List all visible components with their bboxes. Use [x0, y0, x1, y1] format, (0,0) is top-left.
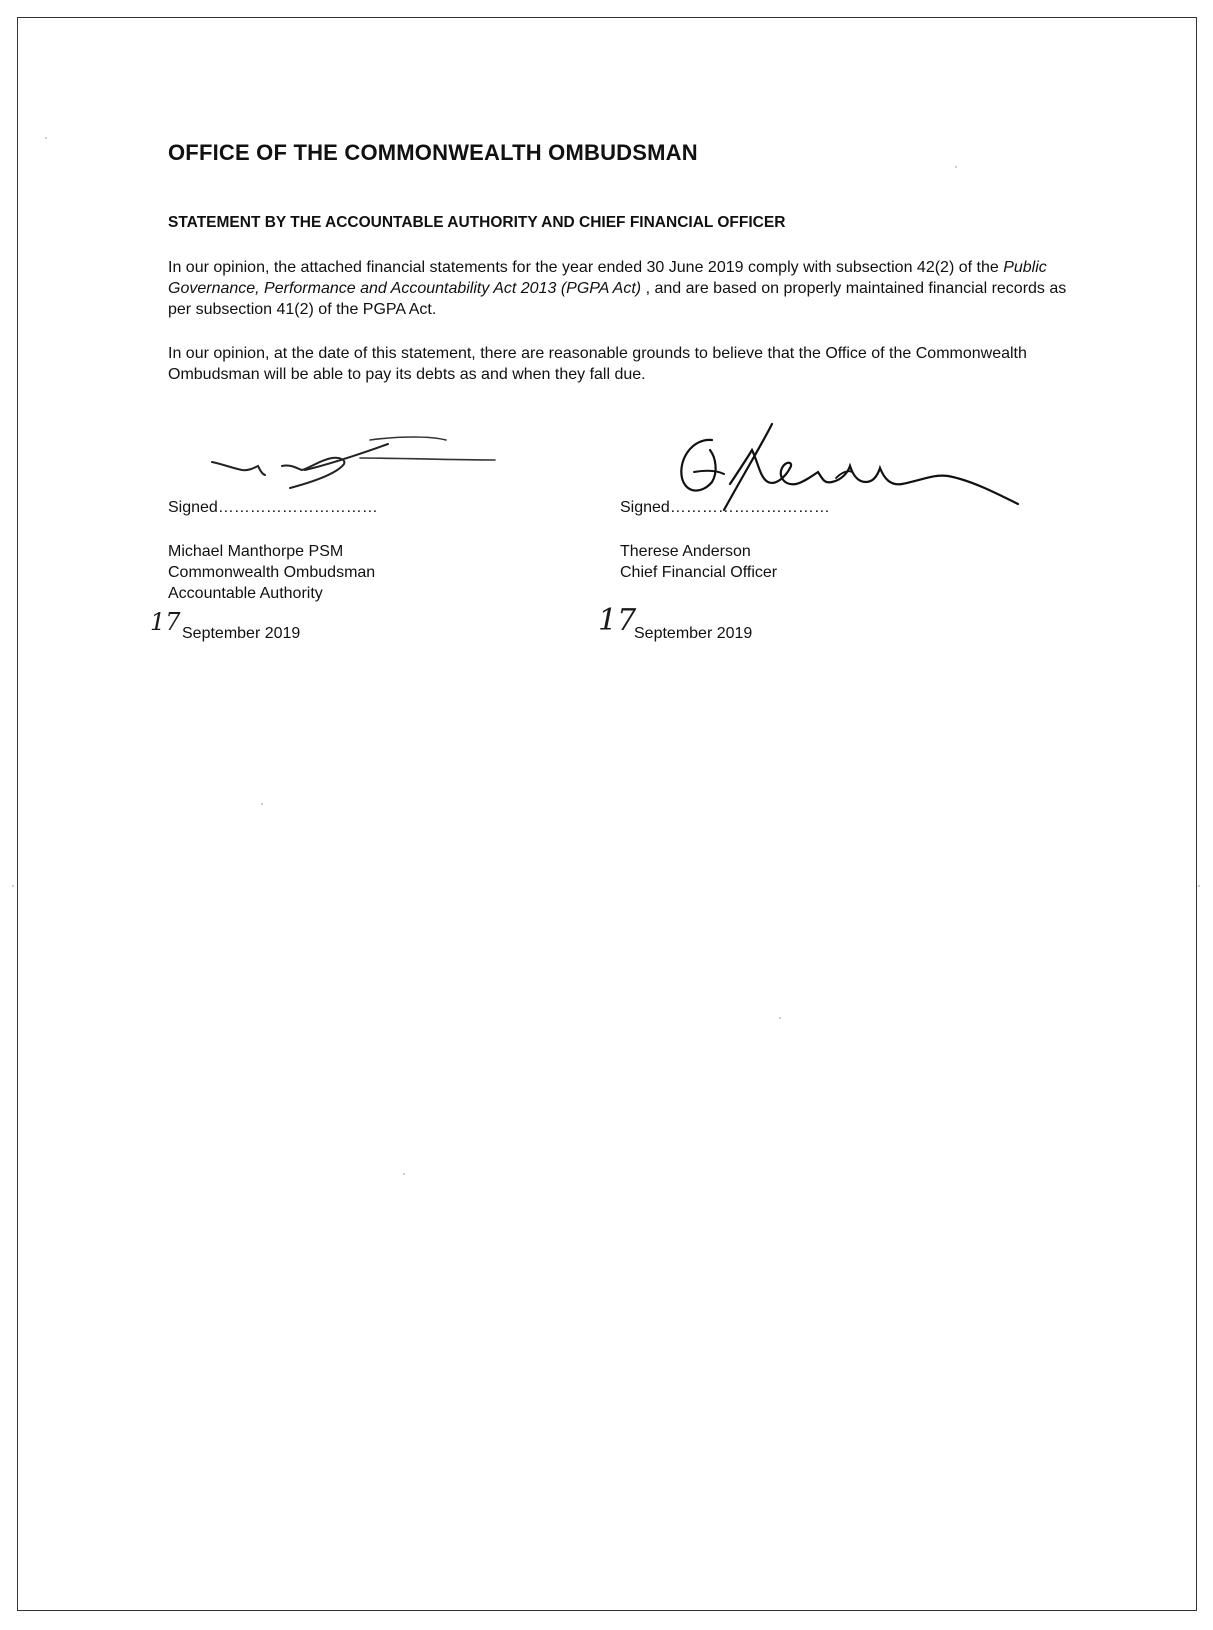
handwritten-day: 17	[150, 608, 181, 636]
signed-line	[620, 499, 830, 517]
scan-speck	[45, 137, 47, 139]
opinion-paragraph-solvency: In our opinion, at the date of this statement, there are reasonable grounds to believe that the Office of the Commonwealth Ombudsman will be able to pay its debts as and when they fall due.	[168, 345, 1027, 383]
signatory-role: Accountable Authority	[168, 585, 323, 602]
signature-dots: …………………………	[217, 499, 378, 516]
signatory-title: Chief Financial Officer	[620, 564, 778, 581]
office-title: OFFICE OF THE COMMONWEALTH OMBUDSMAN	[168, 140, 698, 165]
signed-label: Signed	[620, 499, 670, 516]
act-name: Public Governance, Performance and Accountability Act 2013 (PGPA Act)	[168, 259, 1047, 297]
scan-speck	[779, 1017, 781, 1019]
signatory-details	[168, 541, 375, 604]
signatory-details	[620, 541, 777, 583]
opinion-paragraph-compliance	[168, 257, 1073, 320]
scan-speck	[403, 1173, 405, 1175]
signed-line	[168, 499, 378, 517]
signature-dots: …………………………	[669, 499, 830, 516]
scan-speck	[1198, 885, 1200, 887]
handwritten-day: 17	[598, 603, 637, 638]
document-body	[168, 140, 1068, 383]
scan-speck	[955, 166, 957, 168]
paragraph-text: , and are based on properly maintained financial records as per subsection 41(2) of the PGPA Act.	[168, 280, 1067, 318]
scan-speck	[12, 885, 14, 887]
signatory-title: Commonwealth Ombudsman	[168, 564, 376, 581]
scan-speck	[261, 803, 263, 805]
signatory-name: Therese Anderson	[620, 543, 751, 560]
signature-date: September 2019	[634, 625, 753, 642]
paragraph-text: In our opinion, the attached financial statements for the year ended 30 June 2019 comply with subsection 42(2) of the	[168, 259, 1004, 276]
signature-manthorpe	[210, 430, 500, 510]
signatory-name: Michael Manthorpe PSM	[168, 543, 344, 560]
statement-heading: STATEMENT BY THE ACCOUNTABLE AUTHORITY AND CHIEF FINANCIAL OFFICER	[168, 214, 786, 231]
signed-label: Signed	[168, 499, 218, 516]
signature-date: September 2019	[182, 625, 301, 642]
